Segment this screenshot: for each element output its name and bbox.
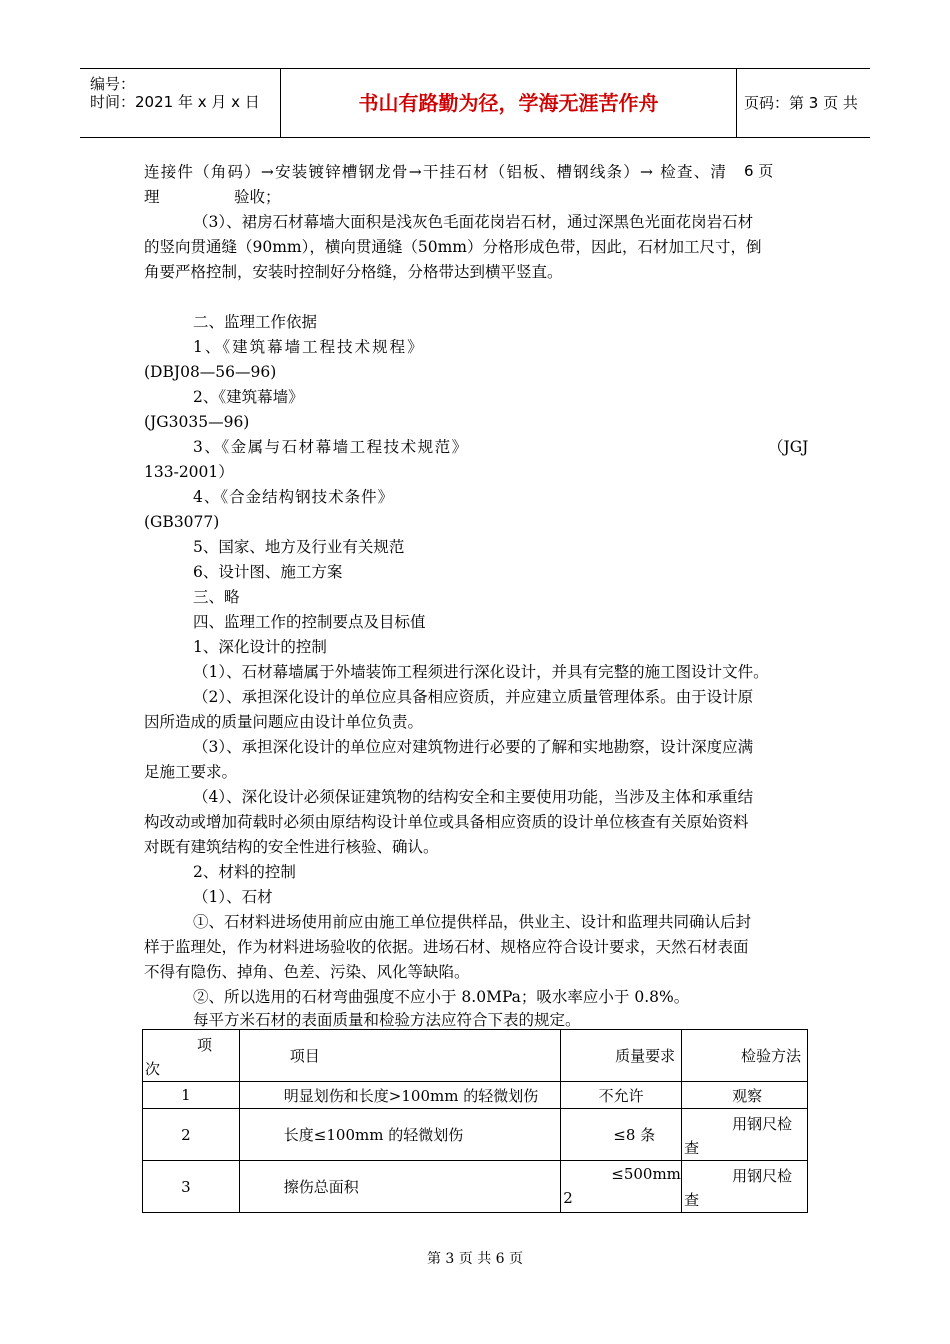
body-line: 理 (144, 188, 160, 206)
table-row (143, 1109, 808, 1161)
row-item: 擦伤总面积 (239, 1161, 560, 1213)
section-heading: 三、略 (193, 588, 240, 606)
reference-item: 6、设计图、施工方案 (193, 563, 343, 581)
body-line: （3）、裙房石材幕墙大面积是浅灰色毛面花岗岩石材，通过深黑色光面花岗岩石材 (193, 213, 754, 231)
section-heading: 四、监理工作的控制要点及目标值 (193, 613, 426, 631)
header-info-cell (80, 69, 280, 137)
table-row (143, 1082, 808, 1109)
row-method: 用钢尺检 查 (682, 1109, 808, 1161)
body-line: （2）、承担深化设计的单位应具备相应资质，并应建立质量管理体系。由于设计原 (193, 688, 754, 706)
quality-table (142, 1029, 808, 1213)
body-line: 构改动或增加荷载时必须由原结构设计单位或具备相应资质的设计单位核查有关原始资料 (144, 813, 749, 831)
row-item: 长度≤100mm 的轻微划伤 (239, 1109, 560, 1161)
header-cell-no: 项 次 (143, 1030, 240, 1082)
reference-item: 1、《建筑幕墙工程技术规程》 (193, 338, 425, 356)
body-line: 不得有隐伤、掉角、色差、污染、风化等缺陷。 (144, 963, 470, 981)
subsection-heading: 1、深化设计的控制 (193, 638, 327, 656)
header-motto: 书山有路勤为径，学海无涯苦作舟 (280, 69, 737, 137)
body-line: 连接件（角码）→安装镀锌槽钢龙骨→干挂石材（铝板、槽钢线条）→ 检查、清 (144, 163, 728, 181)
body-line: （3）、承担深化设计的单位应对建筑物进行必要的了解和实地勘察，设计深度应满 (193, 738, 754, 756)
body-line: 每平方米石材的表面质量和检验方法应符合下表的规定。 (193, 1011, 581, 1029)
row-no: 2 (143, 1109, 240, 1161)
reference-item: 4、《合金结构钢技术条件》 (193, 488, 395, 506)
row-no: 1 (143, 1082, 240, 1109)
header-page-label: 页码：第 3 页 共 6 页 (744, 94, 858, 180)
row-requirement: ≤500mm 2 (561, 1161, 682, 1213)
header-cell-req: 质量要求 (561, 1030, 682, 1082)
date-label: 时间：2021 年 x 月 x 日 (90, 93, 260, 111)
reference-code: 133-2001） (144, 463, 234, 481)
reference-item: 2、《建筑幕墙》 (193, 388, 304, 406)
subsection-heading: 2、材料的控制 (193, 863, 296, 881)
row-requirement: 不允许 (561, 1082, 682, 1109)
row-requirement: ≤8 条 (561, 1109, 682, 1161)
table-header-row (143, 1030, 808, 1082)
body-line: （1）、石材幕墙属于外墙装饰工程须进行深化设计，并具有完整的施工图设计文件。 (193, 663, 769, 681)
body-line: （1）、石材 (193, 888, 273, 906)
body-line: 足施工要求。 (144, 763, 238, 781)
header-cell-item: 项目 (239, 1030, 560, 1082)
section-heading: 二、监理工作依据 (193, 313, 318, 331)
body-line: 因所造成的质量问题应由设计单位负责。 (144, 713, 424, 731)
serial-label: 编号： (90, 75, 136, 93)
reference-item: 5、国家、地方及行业有关规范 (193, 538, 405, 556)
row-no: 3 (143, 1161, 240, 1213)
row-method: 观察 (682, 1082, 808, 1109)
reference-code: (GB3077) (144, 513, 220, 531)
body-line: （4）、深化设计必须保证建筑物的结构安全和主要使用功能，当涉及主体和承重结 (193, 788, 754, 806)
reference-code: (JG3035—96) (144, 413, 250, 431)
body-line: 对既有建筑结构的安全性进行核验、确认。 (144, 838, 439, 856)
table-row (143, 1161, 808, 1213)
row-item: 明显划伤和长度>100mm 的轻微划伤 (239, 1082, 560, 1109)
header-cell-method: 检验方法 (682, 1030, 808, 1082)
body-line: 样于监理处，作为材料进场验收的依据。进场石材、规格应符合设计要求，天然石材表面 (144, 938, 749, 956)
reference-item: 3、《金属与石材幕墙工程技术规范》 (193, 438, 469, 456)
row-method: 用钢尺检 查 (682, 1161, 808, 1213)
reference-code: （JGJ (768, 438, 809, 456)
body-line: ①、石材料进场使用前应由施工单位提供样品，供业主、设计和监理共同确认后封 (193, 913, 752, 931)
body-line: 角要严格控制，安装时控制好分格缝，分格带达到横平竖直。 (144, 263, 563, 281)
body-line: ②、所以选用的石材弯曲强度不应小于 8.0MPa；吸水率应小于 0.8%。 (193, 988, 690, 1006)
body-line: 验收； (234, 188, 281, 206)
page-footer: 第 3 页 共 6 页 (426, 1251, 524, 1267)
reference-code: (DBJ08—56—96) (144, 363, 277, 381)
body-line: 的竖向贯通缝（90mm），横向贯通缝（50mm）分格形成色带，因此，石材加工尺寸，倒 (144, 238, 762, 256)
